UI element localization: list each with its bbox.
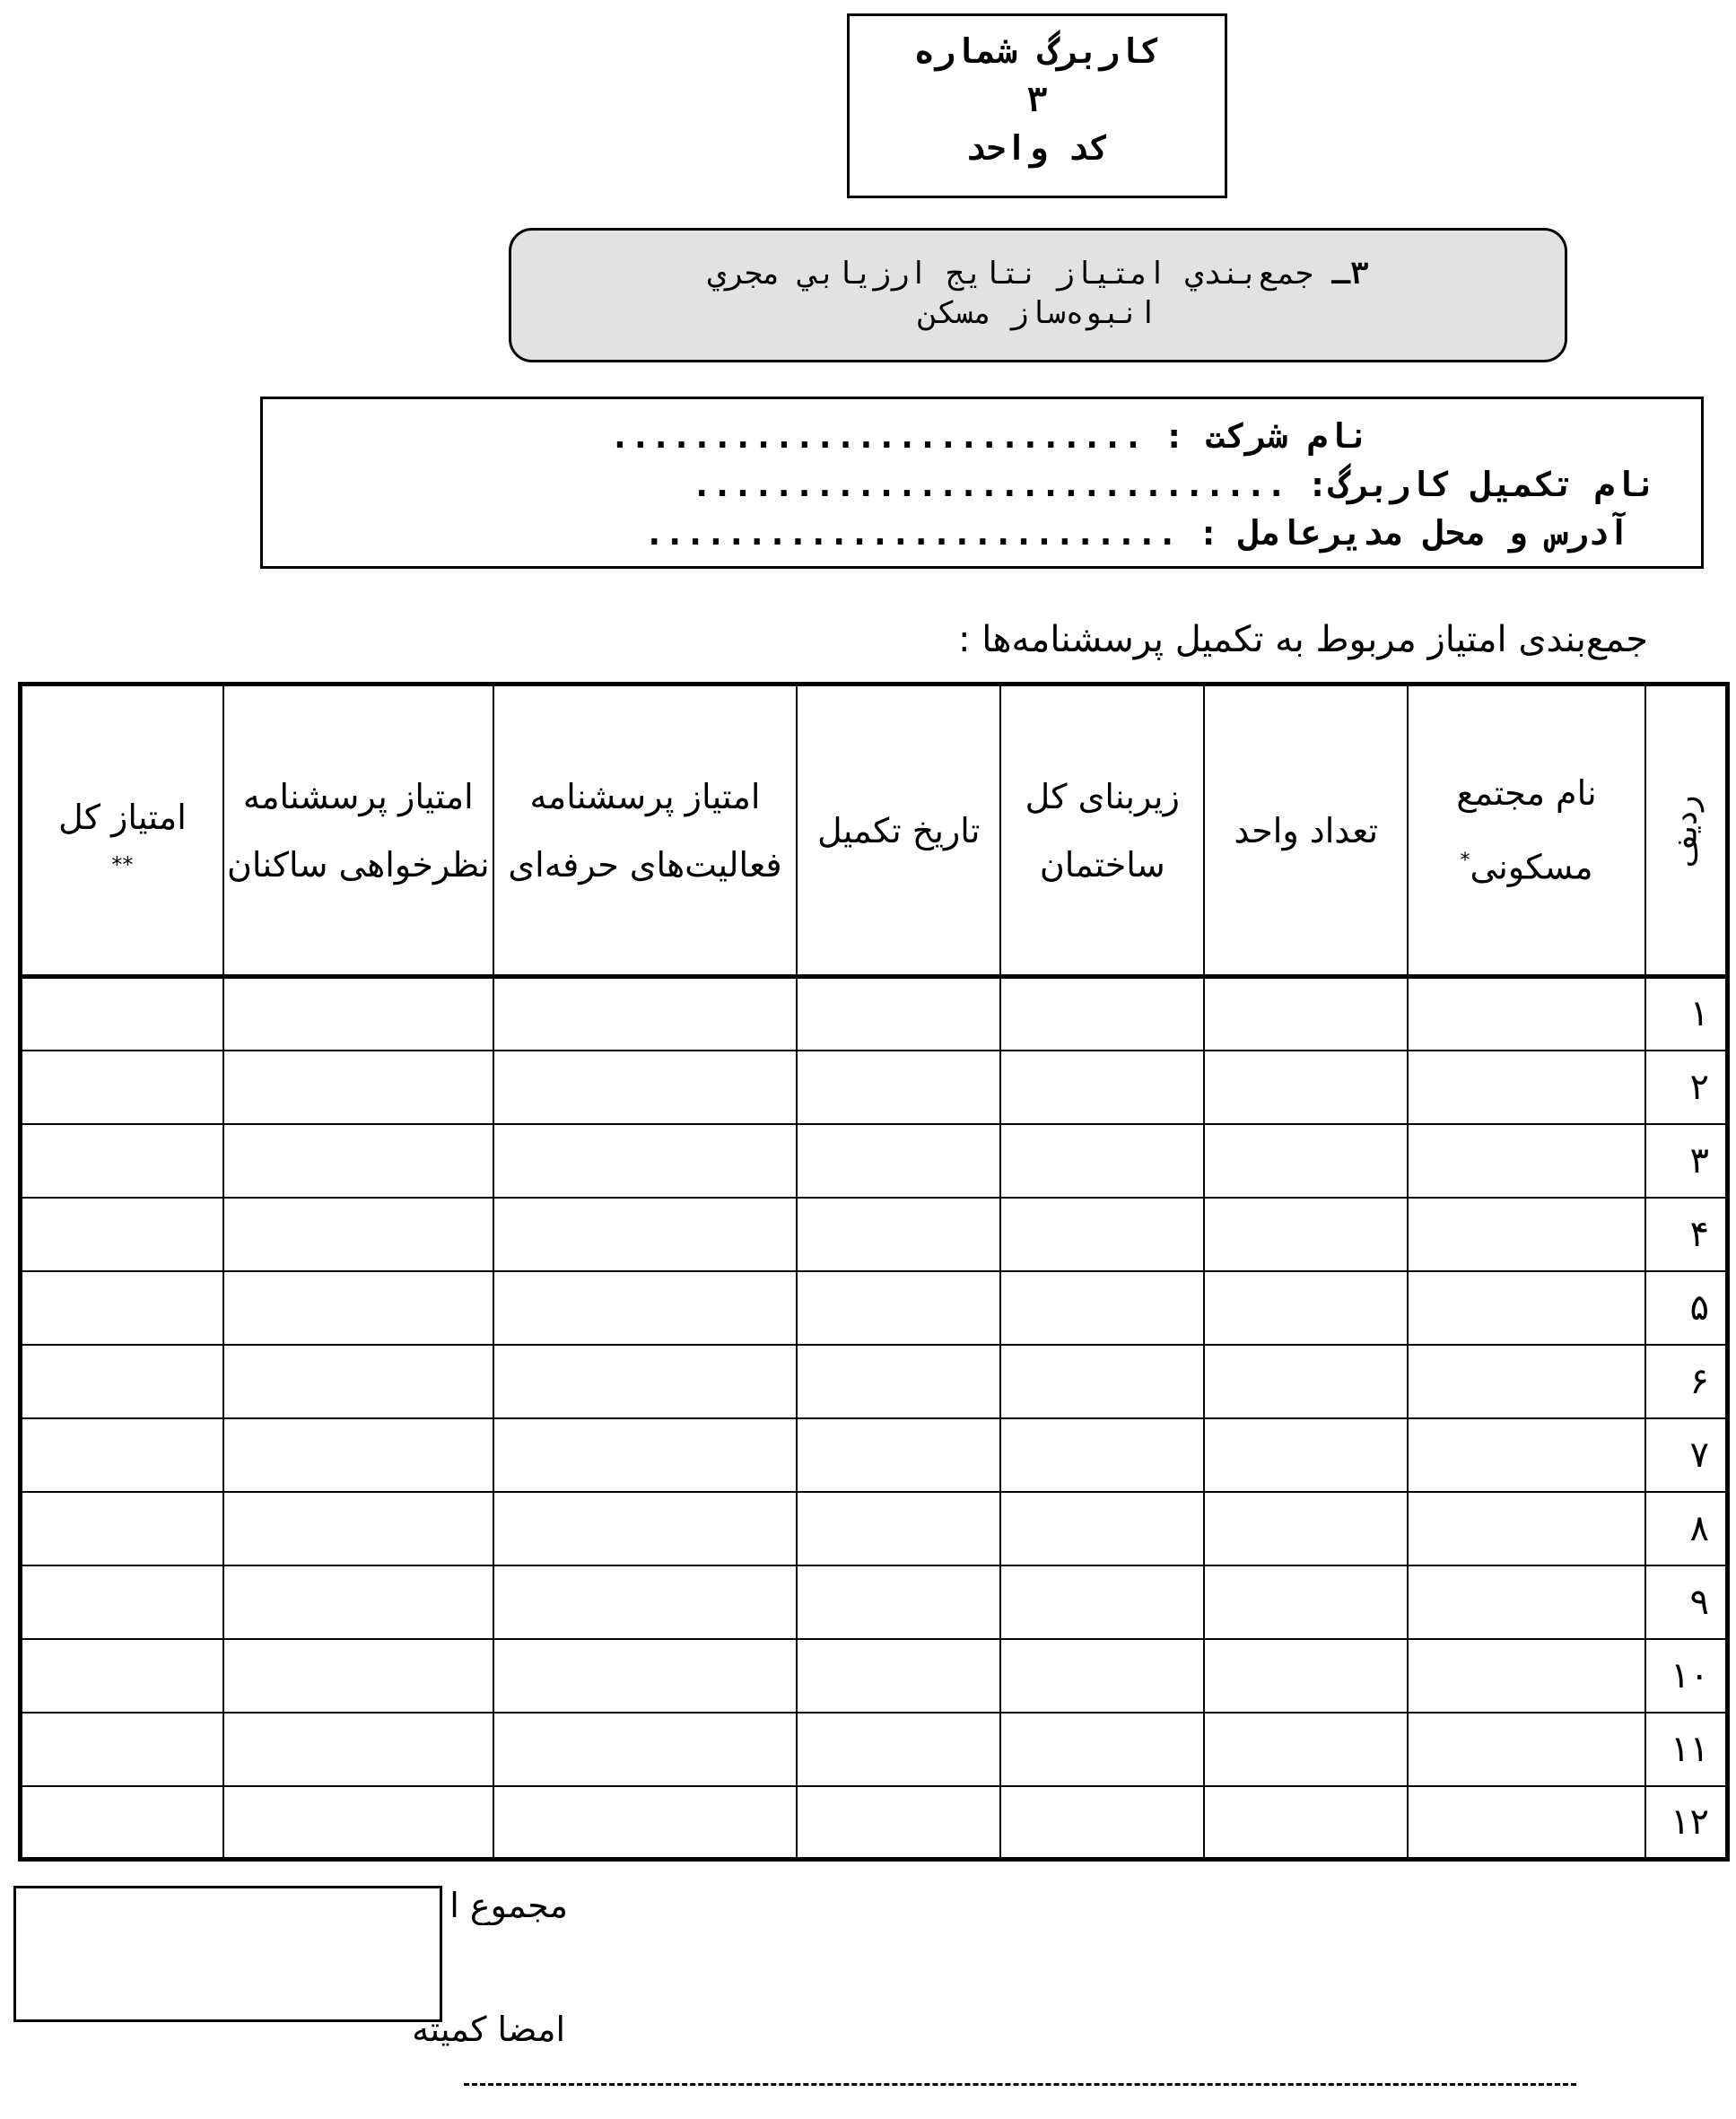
completion-date-cell[interactable] <box>797 1713 1000 1786</box>
complex-name-cell[interactable] <box>1408 1565 1645 1639</box>
unit-count-cell[interactable] <box>1204 1051 1408 1124</box>
unit-count-cell[interactable] <box>1204 1198 1408 1271</box>
total-score-cell[interactable] <box>21 1198 223 1271</box>
professional-score-cell[interactable] <box>493 1786 798 1860</box>
address-field[interactable]: .......................... <box>643 513 1178 553</box>
total-area-cell[interactable] <box>1000 1124 1204 1198</box>
row-number: ۲ <box>1645 1051 1727 1124</box>
unit-count-cell[interactable] <box>1204 1639 1408 1713</box>
unit-count-cell[interactable] <box>1204 1492 1408 1565</box>
header-professional-score: امتیاز پرسشنامه فعالیت‌های حرفه‌ای <box>493 685 798 977</box>
unit-count-cell[interactable] <box>1204 1713 1408 1786</box>
completion-date-cell[interactable] <box>797 977 1000 1051</box>
form-title: کاربرگ شماره <box>913 31 1161 71</box>
resident-survey-score-cell[interactable] <box>223 1198 493 1271</box>
section-number: ۳ـ <box>1331 256 1369 292</box>
completion-date-cell[interactable] <box>797 1198 1000 1271</box>
row-number: ۵ <box>1645 1271 1727 1345</box>
row-number: ۹ <box>1645 1565 1727 1639</box>
table-body <box>21 977 1728 1860</box>
table-row <box>21 1124 1728 1198</box>
total-score-cell[interactable] <box>21 1565 223 1639</box>
header-row-number: ردیف <box>1645 685 1727 977</box>
row-number: ۸ <box>1645 1492 1727 1565</box>
header-total-score: امتیاز کل ** <box>21 685 223 977</box>
professional-score-cell[interactable] <box>493 1639 798 1713</box>
unit-code-label: کد واحد <box>964 128 1110 168</box>
total-area-cell[interactable] <box>1000 1713 1204 1786</box>
row-number: ۱ <box>1645 977 1727 1051</box>
table-row <box>21 1418 1728 1492</box>
header-total-area: زیربنای کل ساختمان <box>1000 685 1204 977</box>
total-score-cell[interactable] <box>21 1124 223 1198</box>
total-score-cell[interactable] <box>21 1713 223 1786</box>
complex-name-cell[interactable] <box>1408 1124 1645 1198</box>
professional-score-cell[interactable] <box>493 1051 798 1124</box>
committee-signature-label: امضا کمیته <box>412 2010 565 2049</box>
resident-survey-score-cell[interactable] <box>223 1051 493 1124</box>
total-score-cell[interactable] <box>21 1271 223 1345</box>
section-heading-line-1 <box>511 254 1565 293</box>
table-row <box>21 1786 1728 1860</box>
completion-date-cell[interactable] <box>797 1418 1000 1492</box>
total-area-cell[interactable] <box>1000 977 1204 1051</box>
completion-date-cell[interactable] <box>797 1124 1000 1198</box>
total-score-cell[interactable] <box>21 1639 223 1713</box>
total-area-cell[interactable] <box>1000 1345 1204 1418</box>
table-row <box>21 1565 1728 1639</box>
professional-score-cell[interactable] <box>493 1565 798 1639</box>
row-number: ۱۲ <box>1645 1786 1727 1860</box>
row-number: ۴ <box>1645 1198 1727 1271</box>
professional-score-cell[interactable] <box>493 1124 798 1198</box>
unit-count-cell[interactable] <box>1204 1271 1408 1345</box>
professional-score-cell[interactable] <box>493 1271 798 1345</box>
company-info-box <box>260 397 1704 569</box>
form-completer-line <box>263 460 1701 509</box>
table-row <box>21 1271 1728 1345</box>
resident-survey-score-cell[interactable] <box>223 1271 493 1345</box>
row-number: ۷ <box>1645 1418 1727 1492</box>
company-name-line <box>263 412 1701 460</box>
resident-survey-score-cell[interactable] <box>223 1639 493 1713</box>
total-area-cell[interactable] <box>1000 1271 1204 1345</box>
unit-count-cell[interactable] <box>1204 1565 1408 1639</box>
total-area-cell[interactable] <box>1000 1418 1204 1492</box>
table-row <box>21 1492 1728 1565</box>
professional-score-cell[interactable] <box>493 1198 798 1271</box>
resident-survey-score-cell[interactable] <box>223 1492 493 1565</box>
complex-name-cell[interactable] <box>1408 1271 1645 1345</box>
form-completer-field[interactable]: ............................. <box>691 465 1287 504</box>
professional-score-cell[interactable] <box>493 1345 798 1418</box>
complex-name-cell[interactable] <box>1408 1713 1645 1786</box>
resident-survey-score-cell[interactable] <box>223 977 493 1051</box>
completion-date-cell[interactable] <box>797 1639 1000 1713</box>
total-score-cell[interactable] <box>21 1345 223 1418</box>
completion-date-cell[interactable] <box>797 1271 1000 1345</box>
completion-date-cell[interactable] <box>797 1492 1000 1565</box>
table-row <box>21 1639 1728 1713</box>
unit-count-cell[interactable] <box>1204 977 1408 1051</box>
score-summary-table <box>18 682 1730 1862</box>
table-header-row <box>21 685 1728 977</box>
resident-survey-score-cell[interactable] <box>223 1565 493 1639</box>
total-score-cell[interactable] <box>21 1418 223 1492</box>
resident-survey-score-cell[interactable] <box>223 1713 493 1786</box>
header-resident-survey-score: امتیاز پرسشنامه نظرخواهی ساکنان <box>223 685 493 977</box>
complex-name-cell[interactable] <box>1408 1786 1645 1860</box>
header-complex-name: نام مجتمع مسکونی* <box>1408 685 1645 977</box>
form-number: ۳ <box>1026 80 1048 119</box>
section-heading-box <box>509 228 1567 362</box>
resident-survey-score-cell[interactable] <box>223 1345 493 1418</box>
company-name-field[interactable]: .......................... <box>609 416 1144 456</box>
total-area-cell[interactable] <box>1000 1786 1204 1860</box>
complex-name-cell[interactable] <box>1408 1492 1645 1565</box>
total-area-cell[interactable] <box>1000 1492 1204 1565</box>
complex-name-cell[interactable] <box>1408 1345 1645 1418</box>
total-area-cell[interactable] <box>1000 1198 1204 1271</box>
completion-date-cell[interactable] <box>797 1786 1000 1860</box>
completion-date-cell[interactable] <box>797 1051 1000 1124</box>
table-row <box>21 1713 1728 1786</box>
completion-date-cell[interactable] <box>797 1345 1000 1418</box>
complex-name-cell[interactable] <box>1408 977 1645 1051</box>
complex-name-cell[interactable] <box>1408 1051 1645 1124</box>
unit-count-cell[interactable] <box>1204 1418 1408 1492</box>
total-score-cell[interactable] <box>21 1786 223 1860</box>
table-row <box>21 1051 1728 1124</box>
table-row <box>21 1198 1728 1271</box>
total-score-footnote-mark: ** <box>111 851 134 877</box>
address-label: آدرس و محل مديرعامل : <box>1198 513 1629 553</box>
resident-survey-score-cell[interactable] <box>223 1418 493 1492</box>
form-title-box <box>847 13 1227 198</box>
section-heading-line-2: انبوه‌ساز مسكن <box>918 295 1158 331</box>
total-area-cell[interactable] <box>1000 1051 1204 1124</box>
header-unit-count: تعداد واحد <box>1204 685 1408 977</box>
divider-dashed-line <box>464 2083 1576 2086</box>
address-line <box>263 509 1701 557</box>
complex-name-footnote-mark: * <box>1460 850 1470 873</box>
table-row <box>21 1345 1728 1418</box>
row-number: ۶ <box>1645 1345 1727 1418</box>
section-heading-text: جمع‌بندي امتياز نتايج ارزيابي مجري <box>707 256 1314 292</box>
resident-survey-score-cell[interactable] <box>223 1124 493 1198</box>
sum-label: مجموع ا <box>449 1886 568 1925</box>
professional-score-cell[interactable] <box>493 1492 798 1565</box>
unit-count-cell[interactable] <box>1204 1345 1408 1418</box>
unit-count-cell[interactable] <box>1204 1786 1408 1860</box>
unit-count-cell[interactable] <box>1204 1124 1408 1198</box>
company-name-label: نام شركت : <box>1164 416 1369 456</box>
header-completion-date: تاریخ تکمیل <box>797 685 1000 977</box>
professional-score-cell[interactable] <box>493 977 798 1051</box>
total-score-cell[interactable] <box>21 1492 223 1565</box>
form-completer-label: نام تكميل كاربرگ: <box>1307 465 1656 504</box>
row-number: ۳ <box>1645 1124 1727 1198</box>
complex-name-cell[interactable] <box>1408 1198 1645 1271</box>
table-caption: جمع‌بندی امتیاز مربوط به تکمیل پرسشنامه‌ها : <box>958 619 1648 660</box>
resident-survey-score-cell[interactable] <box>223 1786 493 1860</box>
row-number: ۱۱ <box>1645 1713 1727 1786</box>
professional-score-cell[interactable] <box>493 1713 798 1786</box>
total-area-cell[interactable] <box>1000 1639 1204 1713</box>
row-number: ۱۰ <box>1645 1639 1727 1713</box>
professional-score-cell[interactable] <box>493 1418 798 1492</box>
table-row <box>21 977 1728 1051</box>
complex-name-cell[interactable] <box>1408 1418 1645 1492</box>
completion-date-cell[interactable] <box>797 1565 1000 1639</box>
complex-name-cell[interactable] <box>1408 1639 1645 1713</box>
total-score-cell[interactable] <box>21 977 223 1051</box>
total-score-cell[interactable] <box>21 1051 223 1124</box>
sum-total-box[interactable] <box>13 1886 442 2022</box>
total-area-cell[interactable] <box>1000 1565 1204 1639</box>
